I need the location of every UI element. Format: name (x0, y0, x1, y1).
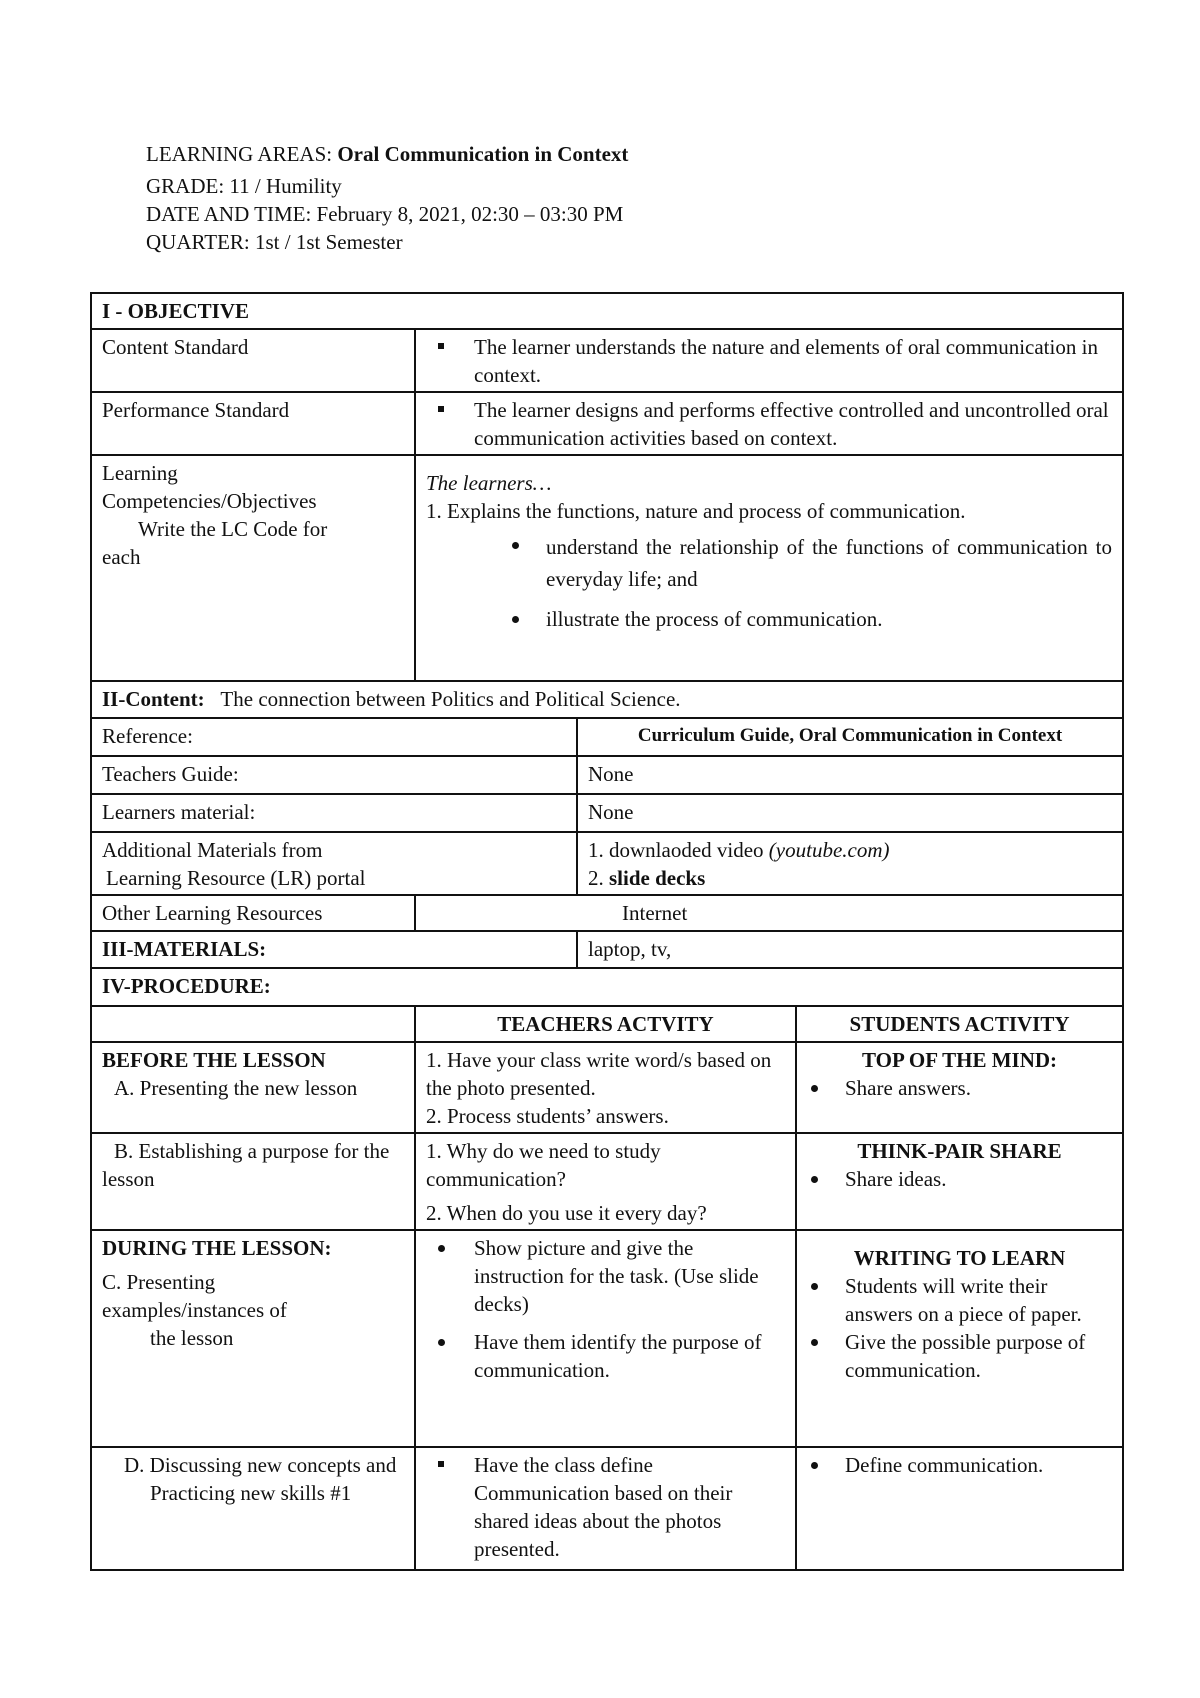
materials-value: laptop, tv, (577, 931, 1123, 968)
student-step: Share answers. (807, 1074, 1112, 1102)
teacher-step: 1. Have your class write word/s based on the photo presented. (426, 1048, 772, 1100)
step-label: C. Presenting (102, 1270, 216, 1294)
student-step: Students will write their answers on a piece of paper. (807, 1272, 1112, 1328)
lesson-header (146, 140, 628, 256)
grade-line: GRADE: 11 / Humility (146, 174, 342, 198)
teacher-step: Have them identify the purpose of communication. (426, 1328, 785, 1384)
learning-competencies-row (91, 455, 1123, 681)
additional-item-number: 2. (588, 866, 609, 890)
performance-standard-row (91, 392, 1123, 455)
students-activity-header: STUDENTS ACTIVITY (796, 1006, 1123, 1042)
lc-label-line: Learning (102, 461, 178, 485)
procedure-row-a (91, 1042, 1123, 1133)
other-resources-label: Other Learning Resources (91, 895, 415, 931)
additional-label-line: Additional Materials from (102, 838, 323, 862)
procedure-c-teacher (415, 1230, 796, 1447)
lc-sub-list (426, 531, 1112, 633)
date-time-line: DATE AND TIME: February 8, 2021, 02:30 – 03:30 PM (146, 202, 624, 226)
procedure-column-blank (91, 1006, 415, 1042)
step-label: A. Presenting the new lesson (114, 1076, 358, 1100)
materials-label: III-MATERIALS: (91, 931, 577, 968)
content-standard-row (91, 329, 1123, 392)
procedure-header-row (91, 968, 1123, 1006)
procedure-row-d (91, 1447, 1123, 1570)
teacher-step: 2. Process students’ answers. (426, 1104, 669, 1128)
additional-item-text: slide decks (609, 866, 706, 890)
during-lesson-title: DURING THE LESSON: (102, 1236, 332, 1260)
reference-row (91, 718, 1123, 756)
procedure-d-student (796, 1447, 1123, 1570)
teacher-step: Show picture and give the instruction for the task. (Use slide decks) (426, 1234, 785, 1318)
procedure-b-label (91, 1133, 415, 1230)
content-value: The connection between Politics and Political Science. (220, 687, 681, 711)
step-label: Practicing new skills #1 (150, 1481, 352, 1505)
step-label: D. Discussing new concepts and (124, 1453, 397, 1477)
learners-material-value: None (577, 794, 1123, 832)
procedure-title: IV-PROCEDURE: (91, 968, 1123, 1006)
content-cell (91, 681, 1123, 718)
teacher-step: 2. When do you use it every day? (426, 1201, 707, 1225)
step-label: examples/instances of (102, 1298, 287, 1322)
step-label: B. Establishing a purpose for the lesson (102, 1139, 390, 1191)
procedure-a-teacher (415, 1042, 796, 1133)
objective-header-row (91, 293, 1123, 329)
performance-standard-label: Performance Standard (91, 392, 415, 455)
teachers-guide-value: None (577, 756, 1123, 794)
content-row (91, 681, 1123, 718)
lc-label-line: each (102, 545, 141, 569)
learning-competencies-label (91, 455, 415, 681)
learning-competencies-cell (415, 455, 1123, 681)
procedure-d-teacher (415, 1447, 796, 1570)
objective-title: I - OBJECTIVE (91, 293, 1123, 329)
reference-label: Reference: (91, 718, 577, 756)
procedure-columns-row (91, 1006, 1123, 1042)
additional-materials-row (91, 832, 1123, 895)
additional-materials-cell (577, 832, 1123, 895)
learning-areas-line (146, 140, 628, 168)
other-resources-row (91, 895, 1123, 931)
before-lesson-title: BEFORE THE LESSON (102, 1048, 326, 1072)
materials-row (91, 931, 1123, 968)
content-label: II-Content: (102, 687, 205, 711)
student-activity-title: TOP OF THE MIND: (861, 1048, 1058, 1072)
additional-item-text: 1. downlaoded video (588, 838, 769, 862)
content-standard-cell (415, 329, 1123, 392)
learning-areas-value: Oral Communication in Context (337, 142, 629, 166)
lc-label-line: Competencies/Objectives (102, 489, 317, 513)
additional-label-line: Learning Resource (LR) portal (106, 866, 366, 890)
learners-material-label: Learners material: (91, 794, 577, 832)
procedure-row-b (91, 1133, 1123, 1230)
lc-label-line: Write the LC Code for (138, 517, 328, 541)
reference-value: Curriculum Guide, Oral Communication in Context (577, 718, 1123, 756)
procedure-b-teacher (415, 1133, 796, 1230)
learning-areas-label: LEARNING AREAS: (146, 142, 338, 166)
additional-materials-label (91, 832, 577, 895)
student-activity-title: WRITING TO LEARN (853, 1246, 1066, 1270)
learners-material-row (91, 794, 1123, 832)
step-label: the lesson (150, 1326, 234, 1350)
procedure-c-label (91, 1230, 415, 1447)
teachers-guide-row (91, 756, 1123, 794)
teachers-guide-label: Teachers Guide: (91, 756, 577, 794)
lc-sub-item: understand the relationship of the functions of communication to everyday life; and (426, 531, 1112, 595)
procedure-a-label (91, 1042, 415, 1133)
procedure-row-c (91, 1230, 1123, 1447)
content-standard-label: Content Standard (91, 329, 415, 392)
lc-item: 1. Explains the functions, nature and process of communication. (426, 499, 966, 523)
teacher-step: 1. Why do we need to study communication? (426, 1139, 661, 1191)
procedure-b-student (796, 1133, 1123, 1230)
teachers-activity-header: TEACHERS ACTVITY (415, 1006, 796, 1042)
content-standard-value: The learner understands the nature and elements of oral communication in context. (426, 333, 1112, 389)
procedure-a-student (796, 1042, 1123, 1133)
additional-item (588, 836, 1112, 864)
quarter-line: QUARTER: 1st / 1st Semester (146, 230, 403, 254)
procedure-d-label (91, 1447, 415, 1570)
teacher-step: Have the class define Communication based on their shared ideas about the photos presented. (426, 1451, 785, 1563)
procedure-c-student (796, 1230, 1123, 1447)
student-step: Define communication. (807, 1451, 1112, 1479)
lc-intro: The learners… (426, 471, 552, 495)
lesson-plan-table (90, 292, 1124, 1571)
other-resources-value: Internet (415, 895, 1123, 931)
student-step: Share ideas. (807, 1165, 1112, 1193)
youtube-link[interactable]: (youtube.com) (768, 838, 890, 862)
additional-item (588, 864, 1112, 892)
student-activity-title: THINK-PAIR SHARE (857, 1139, 1062, 1163)
performance-standard-cell (415, 392, 1123, 455)
performance-standard-value: The learner designs and performs effective controlled and uncontrolled oral communication activities based on context. (426, 396, 1112, 452)
lc-sub-item: illustrate the process of communication. (426, 605, 1112, 633)
student-step: Give the possible purpose of communication. (807, 1328, 1112, 1384)
